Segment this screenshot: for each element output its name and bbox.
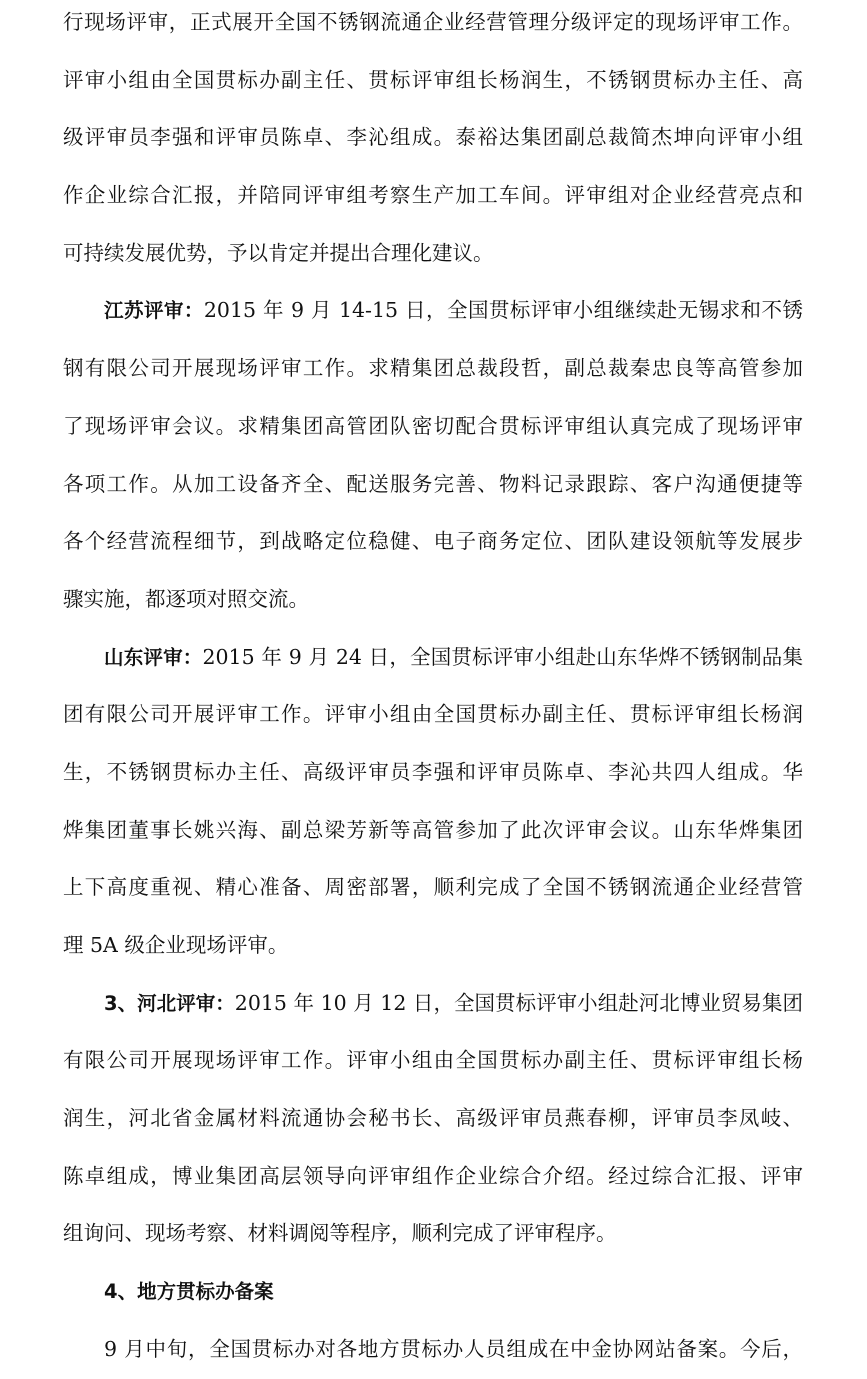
section-heading-text: 4、地方贯标办备案 — [104, 1280, 274, 1304]
text-line: 行现场评审，正式展开全国不锈钢流通企业经营管理分级评定的现场评审工作。 — [63, 10, 803, 34]
text-line: 团有限公司开展评审工作。评审小组由全国贯标办副主任、贯标评审组长杨润 — [63, 702, 803, 727]
paragraph-first-line — [63, 282, 803, 340]
text-line: 陈卓组成，博业集团高层领导向评审组作企业综合介绍。经过综合汇报、评审 — [63, 1163, 803, 1188]
paragraph-lead-text: 2015 年 9 月 24 日，全国贯标评审小组赴山东华烨不锈钢制品集 — [202, 644, 803, 669]
paragraph-first-line: 9 月中旬，全国贯标办对各地方贯标办人员组成在中金协网站备案。今后， — [104, 1336, 803, 1361]
document-page — [63, 0, 803, 1379]
text-line: 烨集团董事长姚兴海、副总梁芳新等高管参加了此次评审会议。山东华烨集团 — [63, 817, 803, 842]
paragraph-heading: 3、河北评审： — [104, 991, 235, 1015]
text-line: 组询问、现场考察、材料调阅等程序，顺利完成了评审程序。 — [63, 1221, 617, 1246]
paragraph-lead-text: 2015 年 10 月 12 日，全国贯标评审小组赴河北博业贸易集团 — [234, 990, 803, 1015]
text-line: 评审小组由全国贯标办副主任、贯标评审组长杨润生，不锈钢贯标办主任、高 — [63, 67, 803, 92]
section-heading — [63, 1263, 803, 1321]
paragraph-shandong — [63, 629, 803, 975]
text-line: 有限公司开展现场评审工作。评审小组由全国贯标办副主任、贯标评审组长杨 — [63, 1048, 803, 1073]
text-line: 各项工作。从加工设备齐全、配送服务完善、物料记录跟踪、客户沟通便捷等 — [63, 471, 803, 496]
paragraph-hebei — [63, 975, 803, 1263]
text-line: 骤实施，都逐项对照交流。 — [63, 586, 309, 611]
text-line: 润生，河北省金属材料流通协会秘书长、高级评审员燕春柳，评审员李凤岐、 — [63, 1106, 803, 1131]
text-line: 各个经营流程细节，到战略定位稳健、电子商务定位、团队建设领航等发展步 — [63, 529, 803, 554]
text-line: 作企业综合汇报，并陪同评审组考察生产加工车间。评审组对企业经营亮点和 — [63, 183, 803, 208]
paragraph-first-line — [63, 629, 803, 687]
paragraph-jiangsu — [63, 282, 803, 628]
text-line: 可持续发展优势，予以肯定并提出合理化建议。 — [63, 240, 494, 265]
paragraph-heading: 江苏评审： — [104, 299, 204, 323]
paragraph-lead-text: 2015 年 9 月 14-15 日，全国贯标评审小组继续赴无锡求和不锈 — [203, 298, 803, 323]
text-line: 理 5A 级企业现场评审。 — [63, 933, 289, 957]
text-line: 钢有限公司开展现场评审工作。求精集团总裁段哲，副总裁秦忠良等高管参加 — [63, 356, 803, 381]
paragraph-heading: 山东评审： — [104, 645, 203, 669]
text-line: 生，不锈钢贯标办主任、高级评审员李强和评审员陈卓、李沁共四人组成。华 — [63, 759, 803, 784]
paragraph-intro-continuation — [63, 0, 803, 282]
text-line: 上下高度重视、精心准备、周密部署，顺利完成了全国不锈钢流通企业经营管 — [63, 875, 803, 900]
section-heading-block — [63, 1263, 803, 1321]
text-line: 级评审员李强和评审员陈卓、李沁组成。泰裕达集团副总裁简杰坤向评审小组 — [63, 125, 803, 150]
paragraph-first-line — [63, 975, 803, 1033]
paragraph-filing — [63, 1321, 803, 1379]
text-line: 了现场评审会议。求精集团高管团队密切配合贯标评审组认真完成了现场评审 — [63, 413, 803, 438]
